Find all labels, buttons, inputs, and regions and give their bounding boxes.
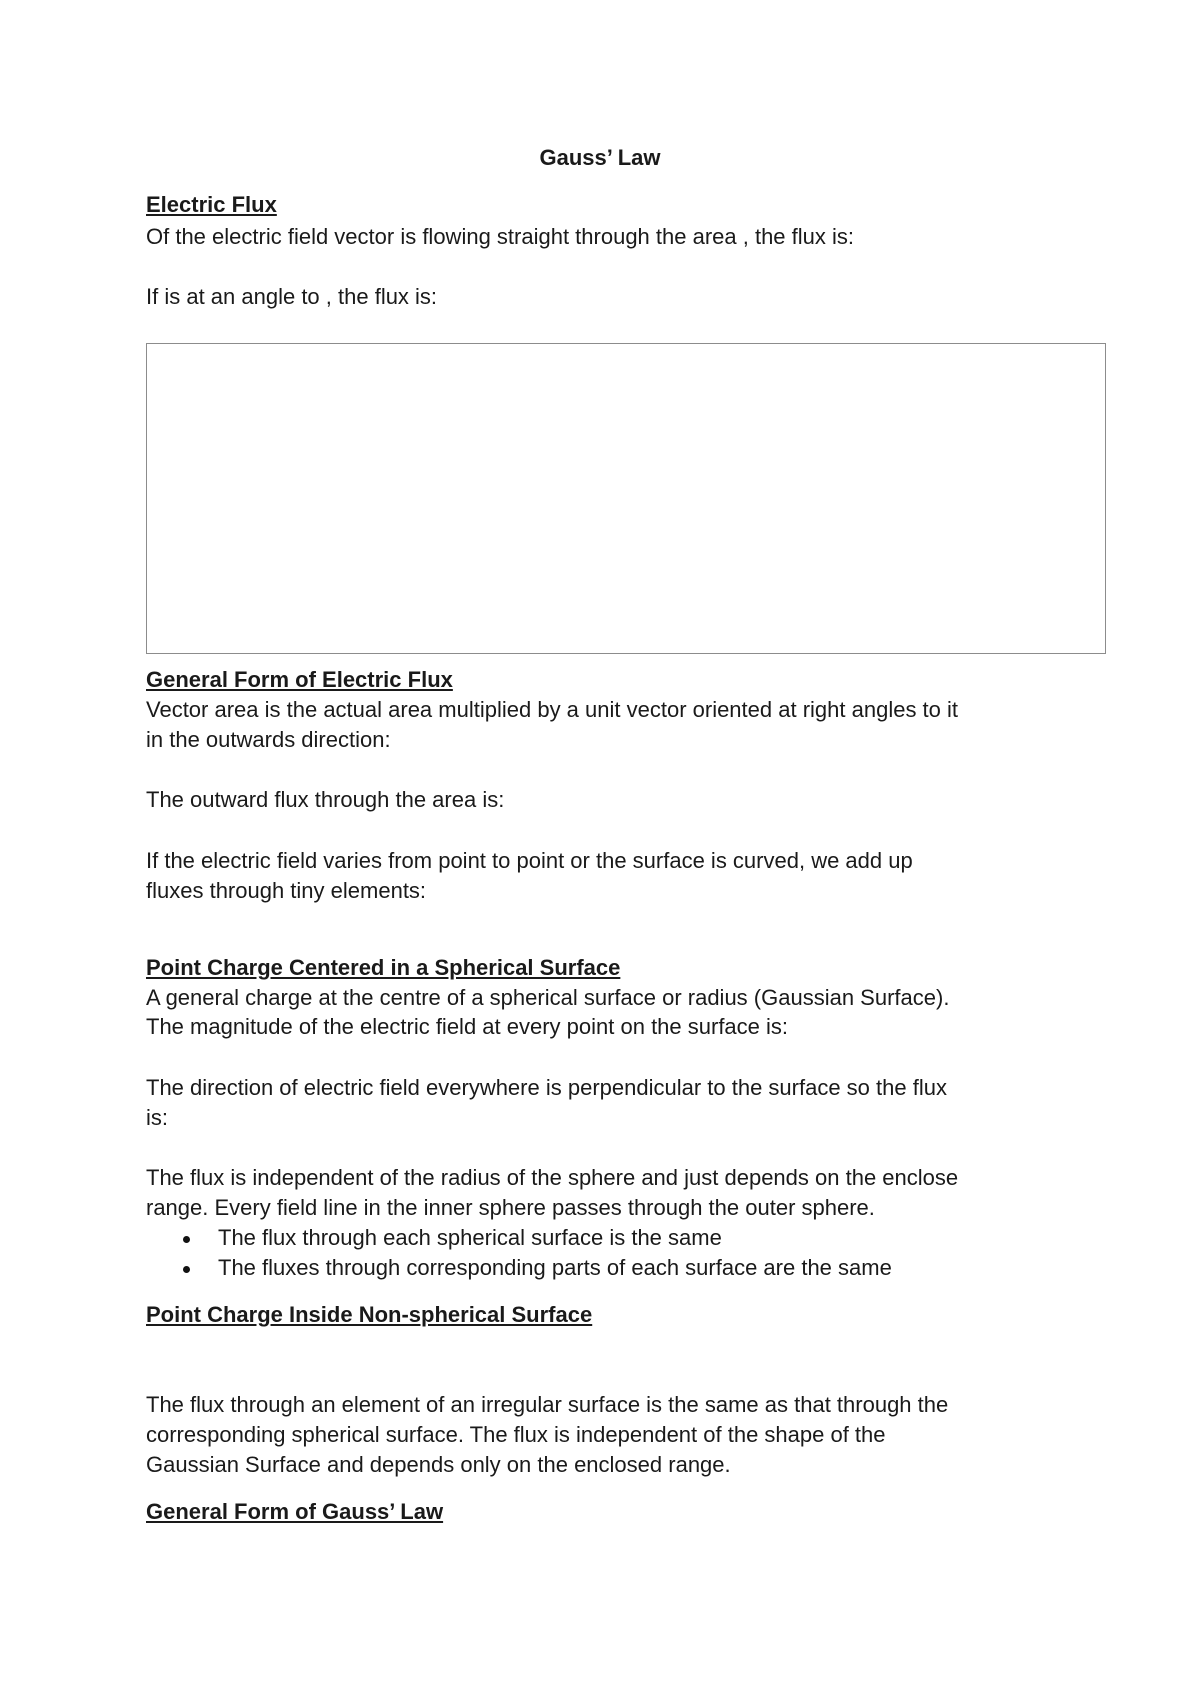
list-item: The fluxes through corresponding parts of each surface are the same	[218, 1255, 892, 1280]
paragraph-line: If the electric field varies from point to point or the surface is curved, we add up	[146, 848, 913, 873]
heading-point-charge-non-spherical: Point Charge Inside Non-spherical Surface	[146, 1302, 593, 1327]
list-item: The flux through each spherical surface is the same	[218, 1225, 722, 1250]
paragraph-line: A general charge at the centre of a spherical surface or radius (Gaussian Surface).	[146, 985, 950, 1010]
paragraph-line: corresponding spherical surface. The flux is independent of the shape of the	[146, 1422, 886, 1447]
paragraph-line: fluxes through tiny elements:	[146, 878, 427, 903]
heading-point-charge-spherical: Point Charge Centered in a Spherical Surface	[146, 955, 621, 980]
paragraph-line: The outward flux through the area is:	[146, 787, 505, 812]
paragraph-line: Of the electric field vector is flowing straight through the area , the flux is:	[146, 224, 855, 249]
paragraph-line: Gaussian Surface and depends only on the enclosed range.	[146, 1452, 731, 1477]
paragraph-line: The flux is independent of the radius of the sphere and just depends on the enclose	[146, 1165, 959, 1190]
heading-general-form-electric-flux: General Form of Electric Flux	[146, 667, 453, 692]
paragraph-line: The direction of electric field everywhere is perpendicular to the surface so the flux	[146, 1075, 947, 1100]
paragraph-line: If is at an angle to , the flux is:	[146, 284, 438, 309]
paragraph-line: The magnitude of the electric field at every point on the surface is:	[146, 1014, 789, 1039]
bullet-dot-icon	[183, 1266, 190, 1273]
heading-general-form-gauss-law: General Form of Gauss’ Law	[146, 1499, 444, 1524]
paragraph-line: Vector area is the actual area multiplied by a unit vector oriented at right angles to it	[146, 697, 959, 722]
paragraph-line: range. Every field line in the inner sphere passes through the outer sphere.	[146, 1195, 875, 1220]
paragraph-line: in the outwards direction:	[146, 727, 391, 752]
bullet-dot-icon	[183, 1236, 190, 1243]
page-title: Gauss’ Law	[539, 145, 661, 170]
paragraph-line: is:	[146, 1105, 168, 1130]
heading-electric-flux: Electric Flux	[146, 192, 277, 217]
paragraph-line: The flux through an element of an irregular surface is the same as that through the	[146, 1392, 949, 1417]
figure-placeholder-box	[146, 343, 1106, 654]
